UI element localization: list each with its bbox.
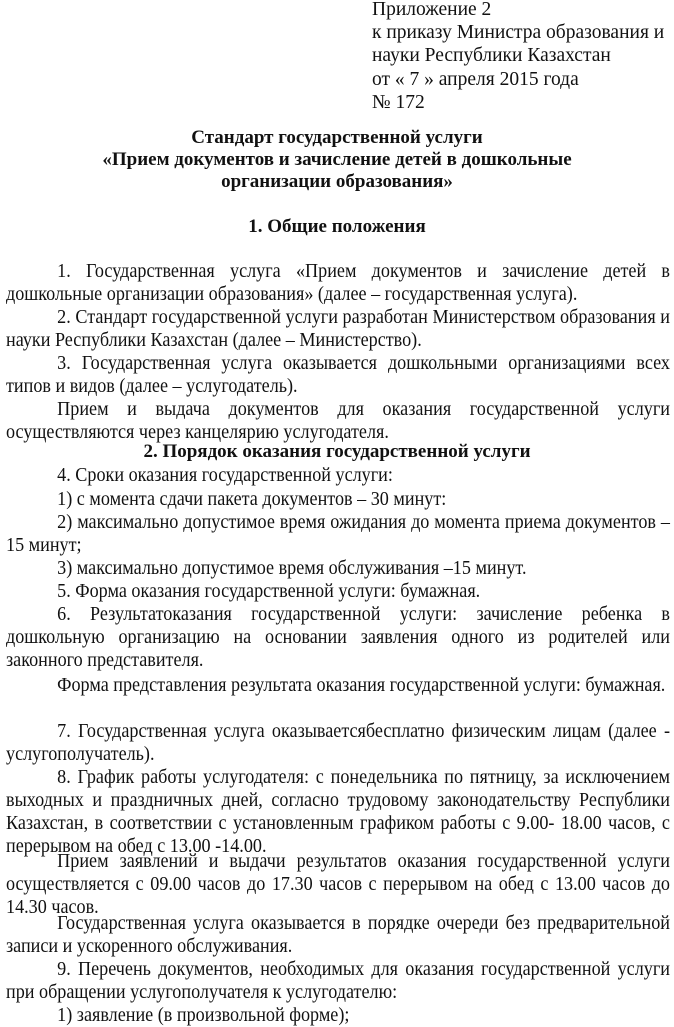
paragraph-result-form: Форма представления результата оказания государственной услуги: бумажная. <box>57 675 666 696</box>
paragraph-6: 6. Результатоказания государственной услуги: зачисление ребенка в дошкольную организацию на основании заявления одного из родителей или законного представителя. <box>6 604 670 671</box>
paragraph-4-2: 2) максимально допустимое время ожидания до момента приема документов –15 минут; <box>6 512 670 556</box>
paragraph-5: 5. Форма оказания государственной услуги: бумажная. <box>57 581 481 602</box>
paragraph-4: 4. Сроки оказания государственной услуги: <box>57 465 393 486</box>
section-1-heading: 1. Общие положения <box>248 216 426 237</box>
paragraph-8: 8. График работы услугодателя: с понедельника по пятницу, за исключением выходных и праздничных дней, согласно трудовому законодательству Республики Казахстан, в соответствии с установленным графиком работы с 9.00- 18.00 часов, с перерывом на обед с 13.00 -14.00. <box>6 767 670 857</box>
paragraph-4-3: 3) максимально допустимое время обслуживания –15 минут. <box>57 558 527 579</box>
paragraph-4-1: 1) с момента сдачи пакета документов – 30 минут: <box>57 489 447 510</box>
appendix-line: науки Республики Казахстан <box>372 45 611 67</box>
paragraph-2: 2. Стандарт государственной услуги разработан Министерством образования и науки Республики Казахстан (далее – Министерство). <box>6 307 670 351</box>
paragraph-reception-hours: Прием заявлений и выдачи результатов оказания государственной услуги осуществляется с 09.00 часов до 17.30 часов с перерывом на обед с 13.00 часов до 14.30 часов. <box>6 851 670 918</box>
paragraph-1: 1. Государственная услуга «Прием документов и зачисление детей в дошкольные организации образования» (далее – государственная услуга). <box>6 261 670 305</box>
paragraph-3: 3. Государственная услуга оказывается дошкольными организациями всех типов и видов (далее – услугодатель). <box>6 353 670 397</box>
appendix-line: от « 7 » апреля 2015 года <box>372 68 579 90</box>
document-title <box>0 127 674 193</box>
section-2-heading: 2. Порядок оказания государственной услуги <box>143 441 531 462</box>
appendix-line: к приказу Министра образования и <box>372 22 665 44</box>
paragraph-7: 7. Государственная услуга оказываетсябесплатно физическим лицам (далее - услугополучатель). <box>6 721 670 765</box>
title-line: Стандарт государственной услуги <box>191 127 483 148</box>
appendix-line: Приложение 2 <box>372 0 492 20</box>
title-line: «Прием документов и зачисление детей в дошкольные <box>102 149 572 170</box>
appendix-line: № 172 <box>372 91 425 113</box>
paragraph-queue: Государственная услуга оказывается в порядке очереди без предварительной записи и ускоренного обслуживания. <box>6 913 670 957</box>
paragraph-9-1: 1) заявление (в произвольной форме); <box>57 1005 350 1026</box>
appendix-header <box>372 0 664 114</box>
title-line: организации образования» <box>221 171 453 192</box>
paragraph-9: 9. Перечень документов, необходимых для оказания государственной услуги при обращении услугополучателя к услугодателю: <box>6 959 670 1003</box>
paragraph-reception: Прием и выдача документов для оказания государственной услуги осуществляются через канцелярию услугодателя. <box>6 399 670 443</box>
